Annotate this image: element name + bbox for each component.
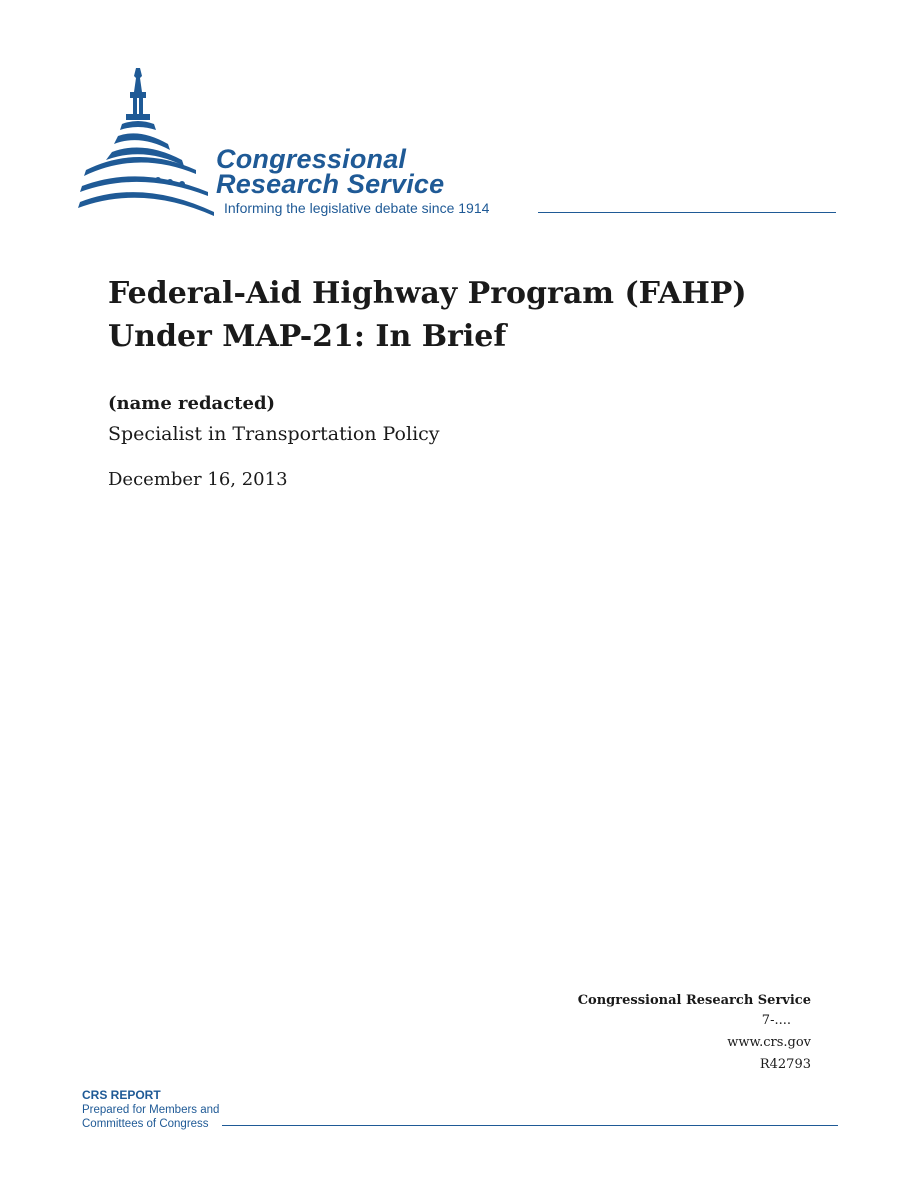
report-title-line2: Under MAP-21: In Brief	[108, 319, 507, 354]
logo-name-line1: Congressional	[216, 144, 407, 174]
crs-report-footer	[82, 1088, 838, 1138]
publisher-block	[578, 992, 811, 1076]
footer-label: CRS REPORT	[82, 1088, 161, 1102]
footer-divider	[222, 1125, 838, 1126]
report-title	[108, 272, 828, 358]
author-name: (name redacted)	[108, 393, 276, 414]
logo-name-line2: Research Service	[216, 169, 445, 199]
logo-divider	[538, 212, 836, 213]
publisher-phone: 7-....	[761, 1013, 791, 1028]
publisher-website-link[interactable]: www.crs.gov	[727, 1035, 811, 1050]
report-title-line1: Federal-Aid Highway Program (FAHP)	[108, 276, 747, 311]
crs-logo	[78, 66, 838, 226]
report-date: December 16, 2013	[108, 469, 288, 490]
publisher-name: Congressional Research Service	[577, 993, 811, 1008]
capitol-dome-icon	[78, 66, 218, 216]
footer-line1: Prepared for Members and	[82, 1104, 220, 1116]
logo-tagline: Informing the legislative debate since 1914	[224, 200, 490, 216]
author-title: Specialist in Transportation Policy	[108, 423, 440, 445]
report-number: R42793	[759, 1057, 811, 1072]
footer-line2: Committees of Congress	[82, 1118, 209, 1130]
